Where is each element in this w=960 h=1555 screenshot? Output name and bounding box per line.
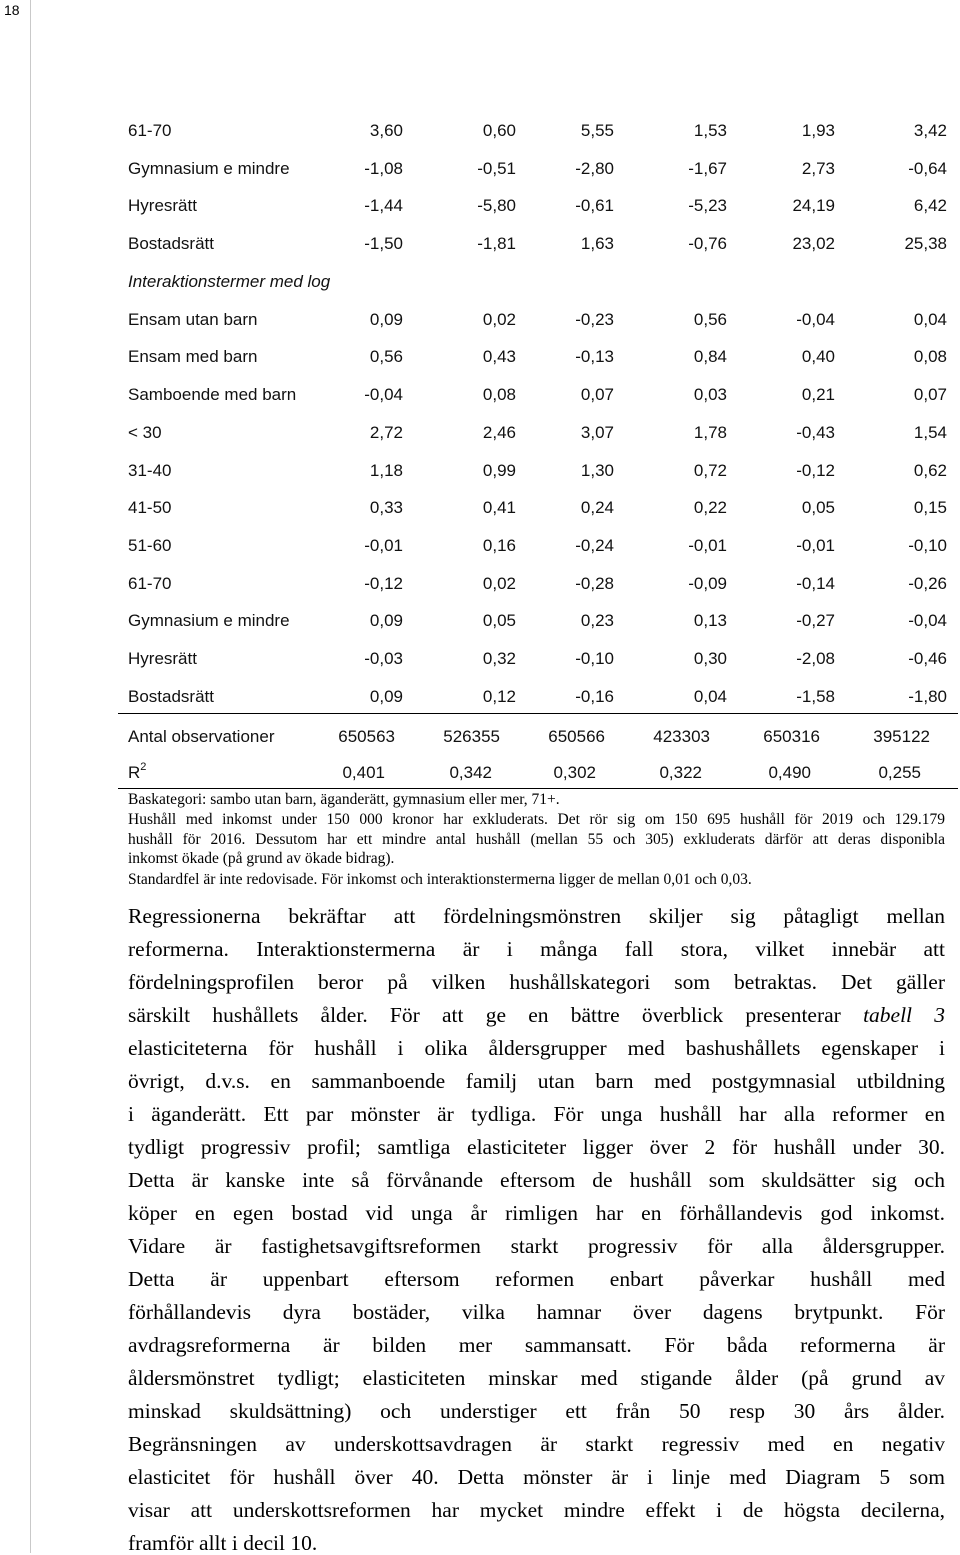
row-value: -5,80	[477, 196, 516, 216]
observations-value: 650316	[763, 727, 820, 746]
row-value: 0,07	[580, 385, 614, 405]
table-row	[0, 459, 960, 483]
table-row	[0, 647, 960, 671]
text-run: Vidare är fastighetsavgiftsreformen starkt progressiv för alla åldersgrupper.	[128, 1234, 945, 1258]
row-value: 0,07	[913, 385, 947, 405]
row-value: -0,03	[364, 649, 403, 669]
r-squared-value: 0,255	[878, 763, 921, 782]
table-reference: tabell 3	[863, 1003, 945, 1027]
text-run: Begränsningen av underskottsavdragen är starkt regressiv med en negativ	[128, 1432, 945, 1456]
paragraph-line	[128, 1498, 945, 1522]
row-value: 0,03	[693, 385, 727, 405]
r-squared-row	[0, 761, 960, 785]
text-run: köper en egen bostad vid unga år rimligen har en förhållandevis god inkomst.	[128, 1201, 945, 1225]
row-value: 1,30	[580, 460, 614, 480]
row-value: 0,99	[482, 460, 516, 480]
table-section-heading	[0, 270, 960, 294]
row-value: 1,93	[801, 121, 835, 140]
text-run: åldersmönstret tydligt; elasticiteten minskar med stigande ålder (på grund av	[128, 1366, 945, 1390]
paragraph-line	[128, 1399, 945, 1423]
text-run: elasticitet för hushåll över 40. Detta mönster är i linje med Diagram 5 som	[128, 1465, 945, 1489]
row-label: Ensam med barn	[128, 347, 258, 367]
row-value: 0,84	[693, 347, 727, 367]
paragraph-line	[128, 904, 945, 928]
row-value: 2,72	[369, 422, 403, 442]
row-value: 0,56	[369, 347, 403, 367]
paragraph-line	[128, 1432, 945, 1456]
paragraph-line	[128, 970, 945, 994]
row-label: 61-70	[128, 573, 172, 593]
row-value: -0,16	[575, 686, 614, 706]
row-value: 0,41	[482, 498, 516, 518]
paragraph-line	[128, 1036, 945, 1060]
observations-label: Antal observationer	[128, 727, 275, 746]
paragraph-line	[128, 1069, 945, 1093]
row-value: -1,50	[364, 234, 403, 254]
row-value: -0,10	[908, 536, 947, 556]
table-row	[0, 345, 960, 369]
row-value: 0,08	[482, 385, 516, 405]
paragraph-line	[128, 1300, 945, 1324]
row-value: 0,02	[482, 309, 516, 329]
row-label: Interaktionstermer med log	[128, 271, 331, 291]
row-value: 1,78	[693, 422, 727, 442]
row-label: Bostadsrätt	[128, 234, 214, 254]
row-value: -0,26	[908, 573, 947, 593]
row-value: -1,08	[364, 158, 403, 178]
row-value: -0,04	[908, 611, 947, 631]
row-value: -1,81	[477, 234, 516, 254]
row-value: 5,55	[580, 121, 614, 140]
row-value: 23,02	[792, 234, 835, 254]
row-value: 0,09	[369, 309, 403, 329]
row-value: -0,13	[575, 347, 614, 367]
observations-value: 526355	[443, 727, 500, 746]
observations-value: 423303	[653, 727, 710, 746]
row-value: 0,09	[369, 686, 403, 706]
table-row	[0, 383, 960, 407]
r-squared-superscript: 2	[140, 761, 147, 774]
text-run: förhållandevis dyra bostäder, vilka hamnar över dagens brytpunkt. För	[128, 1300, 945, 1324]
row-label: Hyresrätt	[128, 649, 197, 669]
row-value: 1,53	[693, 121, 727, 140]
row-value: 24,19	[792, 196, 835, 216]
table-rule-bottom	[118, 788, 958, 789]
r-squared-value: 0,401	[342, 763, 385, 782]
row-value: 0,22	[693, 498, 727, 518]
table-row	[0, 534, 960, 558]
row-label: 51-60	[128, 536, 172, 556]
text-run: Detta är uppenbart eftersom reformen enbart påverkar hushåll med	[128, 1267, 945, 1291]
row-value: 0,23	[580, 611, 614, 631]
row-value: 1,54	[913, 422, 947, 442]
observations-value: 395122	[873, 727, 930, 746]
row-value: -0,23	[575, 309, 614, 329]
row-value: 0,56	[693, 309, 727, 329]
table-note-line: hushåll för 2016. Dessutom har ett mindre antal hushåll (mellan 55 och 305) exkluderats därför att deras disponibla	[128, 831, 945, 848]
row-value: -0,27	[796, 611, 835, 631]
paragraph-line	[128, 1168, 945, 1192]
table-note-line: Baskategori: sambo utan barn, äganderätt, gymnasium eller mer, 71+.	[128, 791, 560, 808]
row-value: -0,04	[364, 385, 403, 405]
row-value: 2,46	[482, 422, 516, 442]
row-value: 0,30	[693, 649, 727, 669]
observations-value: 650566	[548, 727, 605, 746]
row-value: -0,01	[796, 536, 835, 556]
row-value: 0,72	[693, 460, 727, 480]
text-run: tydligt progressiv profil; samtliga elasticiteter ligger över 2 för hushåll under 30.	[128, 1135, 945, 1159]
row-label: 41-50	[128, 498, 172, 518]
table-row	[0, 308, 960, 332]
table-note-line: Standardfel är inte redovisade. För inkomst och interaktionstermerna ligger de mellan 0,01 och 0,03.	[128, 871, 752, 888]
table-row	[0, 572, 960, 596]
row-label: 31-40	[128, 460, 172, 480]
row-value: 0,08	[913, 347, 947, 367]
row-value: -0,12	[364, 573, 403, 593]
row-value: 0,09	[369, 611, 403, 631]
row-value: 0,40	[801, 347, 835, 367]
text-run: övrigt, d.v.s. en sammanboende familj utan barn med postgymnasial utbildning	[128, 1069, 945, 1093]
table-row	[0, 685, 960, 709]
r-squared-value: 0,322	[659, 763, 702, 782]
row-value: -0,24	[575, 536, 614, 556]
row-value: -0,46	[908, 649, 947, 669]
row-value: 0,04	[693, 686, 727, 706]
text-run: elasticiteterna för hushåll i olika åldersgrupper med bashushållets egenskaper i	[128, 1036, 945, 1060]
row-value: 0,32	[482, 649, 516, 669]
paragraph-line	[128, 1234, 945, 1258]
table-row	[0, 232, 960, 256]
row-value: -0,14	[796, 573, 835, 593]
text-run: framför allt i decil 10.	[128, 1531, 318, 1555]
row-value: 0,24	[580, 498, 614, 518]
paragraph-line	[128, 1366, 945, 1390]
text-run: Regressionerna bekräftar att fördelningsmönstren skiljer sig påtagligt mellan	[128, 904, 945, 928]
row-value: 0,04	[913, 309, 947, 329]
row-label: Bostadsrätt	[128, 686, 214, 706]
row-value: 3,42	[913, 121, 947, 140]
row-value: 0,21	[801, 385, 835, 405]
paragraph-line	[128, 1333, 945, 1357]
paragraph-line	[128, 1135, 945, 1159]
row-label: Gymnasium e mindre	[128, 158, 290, 178]
observations-value: 650563	[338, 727, 395, 746]
row-value: -1,80	[908, 686, 947, 706]
row-value: -2,08	[796, 649, 835, 669]
table-rule-top-of-summary	[118, 713, 958, 714]
paragraph-line	[128, 1465, 945, 1489]
row-value: 0,16	[482, 536, 516, 556]
text-run: i äganderätt. Ett par mönster är tydliga. För unga hushåll har alla reformer en	[128, 1102, 945, 1126]
row-value: 3,07	[580, 422, 614, 442]
text-run: reformerna. Interaktionstermerna är i många fall stora, vilket innebär att	[128, 937, 945, 961]
row-value: -0,04	[796, 309, 835, 329]
row-value: 3,60	[369, 121, 403, 140]
row-value: 0,60	[482, 121, 516, 140]
row-value: 0,13	[693, 611, 727, 631]
paragraph-line	[128, 1531, 945, 1555]
text-run: särskilt hushållets ålder. För att ge en bättre överblick presenterar	[128, 1003, 864, 1027]
paragraph-line	[128, 1003, 945, 1027]
row-value: 1,18	[369, 460, 403, 480]
row-label: Samboende med barn	[128, 385, 297, 405]
table-note-line: inkomst ökade (på grund av ökade bidrag).	[128, 850, 395, 867]
text-run: visar att underskottsreformen har mycket mindre effekt i de högsta decilerna,	[128, 1498, 945, 1522]
table-row	[0, 421, 960, 445]
text-run: fördelningsprofilen beror på vilken hushållskategori som betraktas. Det gäller	[128, 970, 945, 994]
row-value: -1,44	[364, 196, 403, 216]
paragraph-line	[128, 1201, 945, 1225]
paragraph-line	[128, 1267, 945, 1291]
r-squared-symbol: R	[128, 763, 141, 782]
r-squared-value: 0,490	[768, 763, 811, 782]
table-note-line: Hushåll med inkomst under 150 000 kronor har exkluderats. Det rör sig om 150 695 hushåll för 2019 och 129.179	[128, 811, 945, 828]
row-value: -0,28	[575, 573, 614, 593]
row-value: 0,02	[482, 573, 516, 593]
r-squared-label	[128, 761, 146, 785]
row-value: -0,10	[575, 649, 614, 669]
paragraph-line	[128, 937, 945, 961]
r-squared-value: 0,342	[449, 763, 492, 782]
row-label: < 30	[128, 422, 162, 442]
row-value: 0,12	[482, 686, 516, 706]
row-label: Gymnasium e mindre	[128, 611, 290, 631]
r-squared-value: 0,302	[553, 763, 596, 782]
row-value: -1,58	[796, 686, 835, 706]
row-value: 0,05	[801, 498, 835, 518]
paragraph-line	[128, 1102, 945, 1126]
row-value: 25,38	[904, 234, 947, 254]
row-value: -0,09	[688, 573, 727, 593]
row-value: -0,12	[796, 460, 835, 480]
text-run: Detta är kanske inte så förvånande eftersom de hushåll som skuldsätter sig och	[128, 1168, 945, 1192]
row-value: 0,33	[369, 498, 403, 518]
row-value: 0,43	[482, 347, 516, 367]
table-row	[0, 119, 960, 143]
row-label: Ensam utan barn	[128, 309, 258, 329]
row-value: 0,15	[913, 498, 947, 518]
row-value: -0,61	[575, 196, 614, 216]
row-value: 1,63	[580, 234, 614, 254]
row-value: -1,67	[688, 158, 727, 178]
text-run: avdragsreformerna är bilden mer sammansatt. För båda reformerna är	[128, 1333, 945, 1357]
row-value: 0,05	[482, 611, 516, 631]
table-row	[0, 496, 960, 520]
row-value: -0,64	[908, 158, 947, 178]
table-row	[0, 157, 960, 181]
row-value: -0,76	[688, 234, 727, 254]
row-value: -2,80	[575, 158, 614, 178]
row-value: -0,01	[688, 536, 727, 556]
row-value: 2,73	[801, 158, 835, 178]
table-row	[0, 194, 960, 218]
row-value: -0,43	[796, 422, 835, 442]
row-value: -0,51	[477, 158, 516, 178]
row-value: 6,42	[913, 196, 947, 216]
row-label: Hyresrätt	[128, 196, 197, 216]
page-number: 18	[4, 2, 20, 18]
text-run: minskad skuldsättning) och understiger ett från 50 resp 30 års ålder.	[128, 1399, 945, 1423]
row-value: 0,62	[913, 460, 947, 480]
observations-row	[0, 725, 960, 749]
row-value: -5,23	[688, 196, 727, 216]
row-label: 61-70	[128, 121, 172, 140]
table-row	[0, 609, 960, 633]
row-value: -0,01	[364, 536, 403, 556]
